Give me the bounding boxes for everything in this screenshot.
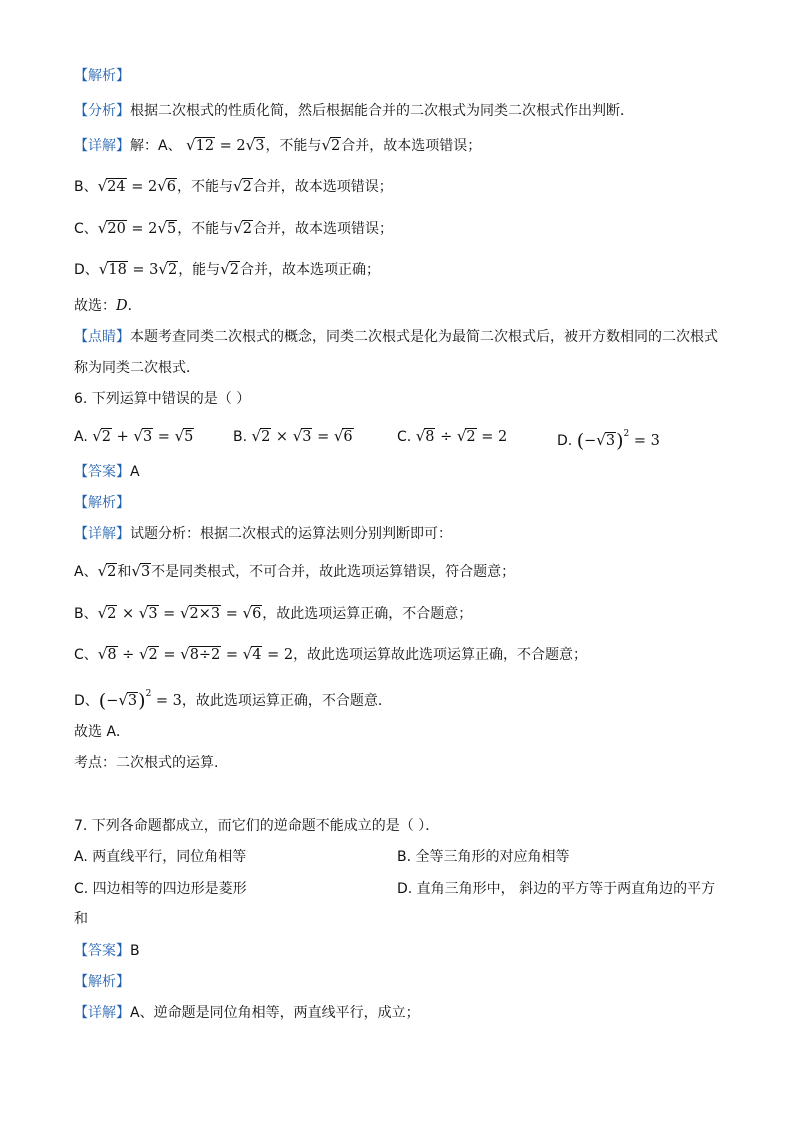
tag-dianjing: 【点睛】 (74, 329, 130, 345)
q6-detail-line (74, 524, 452, 544)
sqrt-expr: √2 (97, 562, 117, 580)
detail-a-lead: 解：A、 (130, 138, 182, 154)
q6-title: 6. 下列运算中错误的是（ ） (74, 391, 251, 407)
sqrt-expr: √2 (321, 136, 341, 154)
detail-line-b: B、√24 = 2√6，不能与√2合并，故本选项错误； (74, 177, 393, 195)
detail-b-end: 合并，故本选项错误； (252, 179, 393, 195)
q7-detail-tag: 【详解】 (74, 1005, 130, 1021)
sqrt-expr: √2 (251, 427, 271, 445)
tag-fenxi: 【分析】 (74, 103, 130, 119)
q6-option-d: D. $(-√3)^2 = 3$ (557, 429, 660, 452)
sqrt-expr: √2 (158, 260, 178, 278)
analysis-paragraph (74, 101, 634, 121)
q7-analysis-tag: 【解析】 (74, 974, 130, 990)
q6-option-a: A. √2 + √3 = √5 (74, 427, 194, 445)
dianjing-text: 本题考查同类二次根式的概念，同类二次根式是化为最简二次根式后，被开方数相同的二次根式 (130, 329, 718, 345)
sqrt-expr: √6 (157, 177, 177, 195)
detail-line-c: C、√20 = 2√5，不能与√2合并，故本选项错误； (74, 219, 393, 237)
sqrt-expr: √18 (98, 260, 127, 278)
sqrt-expr: √3 (133, 427, 153, 445)
sqrt-expr: √2 (92, 427, 112, 445)
sqrt-expr: √2 (233, 219, 252, 237)
q6-option-d-label: D. (557, 433, 573, 449)
q7-answer: B (130, 943, 140, 959)
sqrt-expr: √24 (97, 177, 126, 195)
sqrt-expr: √5 (157, 219, 177, 237)
sqrt-expr: √2 (456, 427, 476, 445)
q6-option-b-label: B. (233, 429, 248, 445)
sqrt-expr: √2 (220, 260, 239, 278)
detail-line-a: 【详解】解：A、 √12 = 2√3，不能与√2合并，故本选项错误； (74, 136, 482, 154)
sqrt-expr: √2 (138, 645, 158, 663)
choose-answer: D (116, 298, 128, 314)
sqrt-expr: √8÷2 (180, 645, 221, 663)
q6-option-b: B. √2 × √3 = √6 (233, 427, 353, 445)
analysis-text: 根据二次根式的性质化简，然后根据能合并的二次根式为同类二次根式作出判断． (130, 103, 634, 119)
detail-b-mid: ，不能与 (177, 179, 234, 195)
sqrt-expr: √6 (333, 427, 353, 445)
q6-option-c-label: C. (397, 429, 412, 445)
dianjing-cont: 称为同类二次根式． (74, 360, 200, 376)
detail-d-end: 合并，故本选项正确； (239, 262, 380, 278)
q7-option-b: B. 全等三角形的对应角相等 (397, 849, 570, 865)
detail-c-end: 合并，故本选项错误； (252, 221, 393, 237)
tag-xiangjie: 【详解】 (74, 138, 130, 154)
choose-lead: 故选： (74, 298, 116, 314)
q7-answer-tag: 【答案】 (74, 943, 130, 959)
sqrt-expr: √3 (118, 691, 138, 709)
sqrt-expr: √3 (131, 562, 151, 580)
q6-reason-a (74, 561, 515, 582)
q6-reason-c-lead: C、 (74, 647, 98, 663)
sqrt-expr: √3 (138, 604, 158, 622)
detail-line-d: D、√18 = 3√2，能与√2合并，故本选项正确； (74, 260, 380, 278)
sqrt-expr: √5 (174, 427, 194, 445)
q7-option-d-cont: 和 (74, 911, 88, 927)
q7-detail-line (74, 1003, 420, 1023)
q6-reason-c: C、√8 ÷ √2 = √8÷2 = √4 = 2，故此选项运算故此选项运算正确，不合题意； (74, 645, 588, 663)
dianjing-line (74, 327, 718, 347)
section-heading-analysis: 【解析】 (74, 68, 130, 84)
q6-reason-b: B、√2 × √3 = √2×3 = √6，故此选项运算正确，不合题意； (74, 604, 473, 622)
q6-answer-line (74, 462, 140, 482)
q6-analysis-tag: 【解析】 (74, 495, 130, 511)
q6-reason-d-lead: D、 (74, 693, 99, 709)
detail-d-mid: ，能与 (178, 262, 221, 278)
q6-choose: 故选 A． (74, 724, 131, 740)
detail-b-lead: B、 (74, 179, 98, 195)
sqrt-expr: √3 (245, 136, 265, 154)
detail-a-end: 合并，故本选项错误； (341, 138, 482, 154)
detail-c-mid: ，不能与 (177, 221, 234, 237)
sqrt-expr: √2 (233, 177, 252, 195)
choose-end: ． (127, 298, 142, 314)
q6-reason-d-end: ，故此选项运算正确，不合题意． (181, 693, 392, 709)
q6-reason-c-end: ，故此选项运算故此选项运算正确，不合题意； (293, 647, 588, 663)
q6-answer-tag: 【答案】 (74, 464, 130, 480)
sqrt-expr: √4 (242, 645, 262, 663)
sqrt-expr: √12 (186, 136, 215, 154)
q6-reason-a-end: 不是同类根式，不可合并，故此选项运算错误，符合题意； (151, 564, 516, 580)
q6-answer: A (130, 464, 140, 480)
q6-reason-a-and: 和 (117, 564, 132, 580)
detail-c-lead: C、 (74, 221, 98, 237)
q7-answer-line (74, 941, 140, 961)
detail-d-lead: D、 (74, 262, 99, 278)
q6-detail-tag: 【详解】 (74, 526, 130, 542)
q6-detail-text: 试题分析：根据二次根式的运算法则分别判断即可： (130, 526, 452, 542)
sqrt-expr: √20 (97, 219, 126, 237)
q6-point: 考点：二次根式的运算. (74, 755, 219, 771)
sqrt-expr: √2×3 (179, 604, 221, 622)
q6-reason-b-end: ，故此选项运算正确，不合题意； (262, 606, 473, 622)
q7-option-d: D. 直角三角形中， 斜边的平方等于两直角边的平方 (397, 881, 716, 897)
q7-detail-text: A、逆命题是同位角相等，两直线平行，成立； (130, 1005, 420, 1021)
sqrt-expr: √6 (242, 604, 262, 622)
q6-option-c: C. √8 ÷ √2 = 2 (397, 427, 508, 445)
q7-option-c: C. 四边相等的四边形是菱形 (74, 881, 247, 897)
sqrt-expr: √8 (415, 427, 435, 445)
q6-option-a-label: A. (74, 429, 88, 445)
q6-reason-b-lead: B、 (74, 606, 98, 622)
sqrt-expr: √8 (97, 645, 117, 663)
q7-option-a: A. 两直线平行，同位角相等 (74, 849, 247, 865)
q6-reason-a-lead: A、 (74, 564, 98, 580)
sqrt-expr: √2 (97, 604, 117, 622)
detail-a-mid: ，不能与 (265, 138, 322, 154)
choose-line (74, 296, 142, 316)
sqrt-expr: √3 (596, 431, 616, 449)
sqrt-expr: √3 (292, 427, 312, 445)
q6-reason-d: D、$(-√3)^2 = 3$，故此选项运算正确，不合题意． (74, 689, 392, 712)
q7-title: 7. 下列各命题都成立，而它们的逆命题不能成立的是（ ）． (74, 818, 440, 834)
